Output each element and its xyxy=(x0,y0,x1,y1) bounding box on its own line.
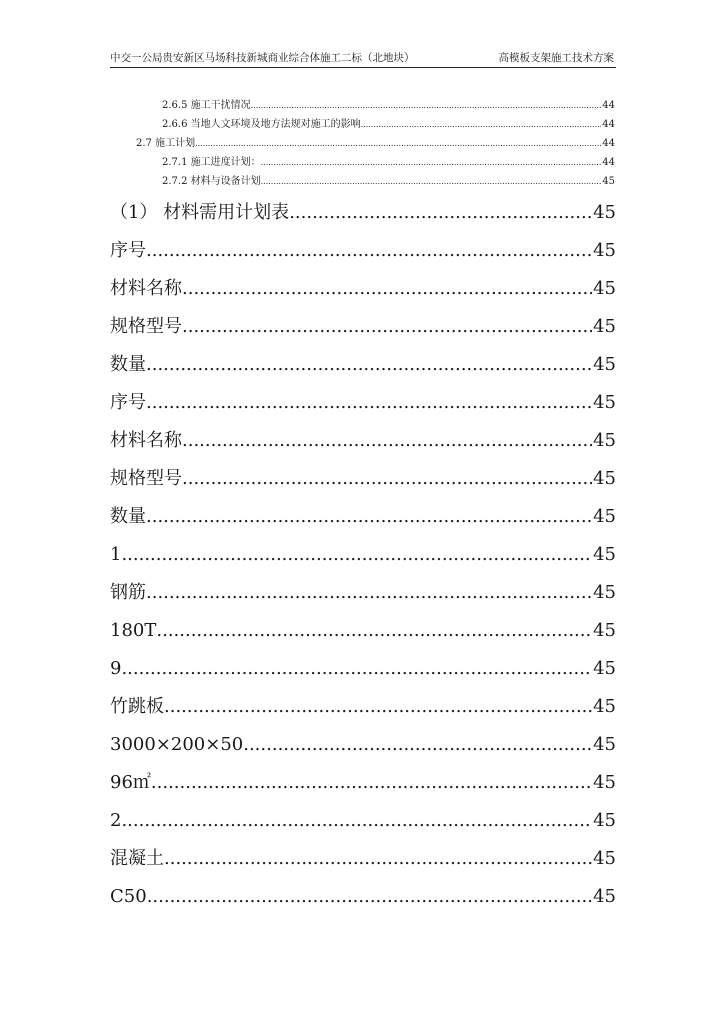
toc-entry[interactable] xyxy=(136,137,615,151)
toc-leader-dots xyxy=(121,543,592,567)
toc-entry-label: 竹跳板 xyxy=(110,696,164,717)
header-project-title: 中交一公局贵安新区马场科技新城商业综合体施工二标（北地块） xyxy=(110,52,415,64)
toc-entry-label: 混凝土 xyxy=(110,848,164,869)
toc-leader-dots xyxy=(182,315,592,339)
toc-entry-page: 45 xyxy=(593,506,616,527)
toc-entry-page: 45 xyxy=(593,696,616,717)
toc-entry-page: 45 xyxy=(593,354,616,375)
toc-entry-label: 180T xyxy=(110,620,157,641)
toc-entry-label: 数量 xyxy=(110,506,146,527)
toc-entry-page: 45 xyxy=(593,392,616,413)
toc-leader-dots xyxy=(146,239,592,263)
toc-entry-page: 45 xyxy=(593,240,616,261)
toc-entry[interactable] xyxy=(162,118,615,132)
toc-entry[interactable] xyxy=(110,771,616,795)
toc-entry-label: 2.7.1 施工进度计划： xyxy=(162,157,261,168)
toc-leader-dots xyxy=(146,391,592,415)
toc-leader-dots xyxy=(361,118,602,132)
toc-entry-label: 2.6.6 当地人文环境及地方法规对施工的影响 xyxy=(162,119,361,130)
toc-entry[interactable] xyxy=(162,99,615,113)
toc-entry[interactable] xyxy=(110,353,616,377)
toc-entry[interactable] xyxy=(110,201,616,225)
toc-entry[interactable] xyxy=(110,733,616,757)
toc-leader-dots xyxy=(261,156,602,170)
toc-entry-label: 9 xyxy=(110,658,122,679)
toc-entry-label: 材料名称 xyxy=(110,430,182,451)
toc-entry-page: 45 xyxy=(593,810,616,831)
toc-leader-dots xyxy=(121,809,592,833)
toc-entry-page: 45 xyxy=(602,176,615,187)
toc-entry[interactable] xyxy=(110,619,616,643)
toc-entry[interactable] xyxy=(110,391,616,415)
page-header xyxy=(110,50,616,68)
toc-entry-page: 45 xyxy=(593,886,616,907)
toc-entry[interactable] xyxy=(110,315,616,339)
toc-leader-dots xyxy=(195,137,601,151)
toc-entry-label: 材料名称 xyxy=(110,278,182,299)
toc-leader-dots xyxy=(261,175,602,189)
toc-entry[interactable] xyxy=(162,156,615,170)
toc-entry-label: 数量 xyxy=(110,354,146,375)
toc-entry[interactable] xyxy=(110,657,616,681)
toc-entry[interactable] xyxy=(110,581,616,605)
toc-entry[interactable] xyxy=(110,885,616,909)
toc-entry-page: 45 xyxy=(593,734,616,755)
toc-entry-label: 3000×200×50 xyxy=(110,734,244,755)
toc-entry-label: 序号 xyxy=(110,240,146,261)
toc-entry-page: 44 xyxy=(602,138,615,149)
toc-entry-page: 45 xyxy=(593,658,616,679)
toc-entry[interactable] xyxy=(110,429,616,453)
toc-leader-dots xyxy=(182,277,592,301)
toc-entry-page: 45 xyxy=(593,468,616,489)
toc-entry[interactable] xyxy=(110,543,616,567)
toc-entry[interactable] xyxy=(110,695,616,719)
toc-leader-dots xyxy=(146,581,592,605)
toc-entry-label: 规格型号 xyxy=(110,316,182,337)
toc-entry-label: 96㎡ xyxy=(110,772,151,793)
toc-entry-page: 45 xyxy=(593,620,616,641)
toc-leader-dots xyxy=(147,885,592,909)
toc-leader-dots xyxy=(121,657,592,681)
toc-entry-page: 44 xyxy=(602,100,615,111)
toc-entry-label: C50 xyxy=(110,886,147,907)
toc-entry-label: 2.7.2 材料与设备计划 xyxy=(162,176,261,187)
toc-entry-page: 45 xyxy=(593,544,616,565)
toc-leader-dots xyxy=(164,695,592,719)
toc-entry-label: （1） 材料需用计划表 xyxy=(110,202,290,223)
toc-entry-page: 45 xyxy=(593,430,616,451)
toc-entry-page: 45 xyxy=(593,278,616,299)
toc-entry-label: 1 xyxy=(110,544,122,565)
toc-leader-dots xyxy=(156,619,592,643)
toc-leader-dots xyxy=(182,429,592,453)
toc-entry[interactable] xyxy=(110,505,616,529)
toc-entry[interactable] xyxy=(110,277,616,301)
toc-entry-page: 45 xyxy=(593,316,616,337)
toc-entry[interactable] xyxy=(110,239,616,263)
toc-entry-label: 2 xyxy=(110,810,122,831)
toc-entry-page: 45 xyxy=(593,202,616,223)
toc-entry-page: 45 xyxy=(593,582,616,603)
toc-entry-label: 2.7 施工计划 xyxy=(136,138,196,149)
toc-entry[interactable] xyxy=(110,809,616,833)
toc-entry-label: 规格型号 xyxy=(110,468,182,489)
toc-leader-dots xyxy=(146,505,592,529)
toc-leader-dots xyxy=(146,353,592,377)
toc-entry-label: 钢筋 xyxy=(110,582,146,603)
toc-entry-page: 45 xyxy=(593,772,616,793)
toc-entry-page: 45 xyxy=(593,848,616,869)
header-document-title: 高模板支架施工技术方案 xyxy=(498,52,614,64)
toc-entry-label: 序号 xyxy=(110,392,146,413)
toc-leader-dots xyxy=(151,771,592,795)
toc-entry[interactable] xyxy=(110,847,616,871)
toc-leader-dots xyxy=(289,201,592,225)
toc-leader-dots xyxy=(243,733,592,757)
toc-entry-label: 2.6.5 施工干扰情况 xyxy=(162,100,251,111)
toc-leader-dots xyxy=(251,99,602,113)
toc-entry-page: 44 xyxy=(602,157,615,168)
header-divider xyxy=(110,67,616,68)
toc-entry[interactable] xyxy=(110,467,616,491)
toc-leader-dots xyxy=(182,467,592,491)
toc-entry[interactable] xyxy=(162,175,615,189)
toc-entry-page: 44 xyxy=(602,119,615,130)
toc-leader-dots xyxy=(164,847,592,871)
